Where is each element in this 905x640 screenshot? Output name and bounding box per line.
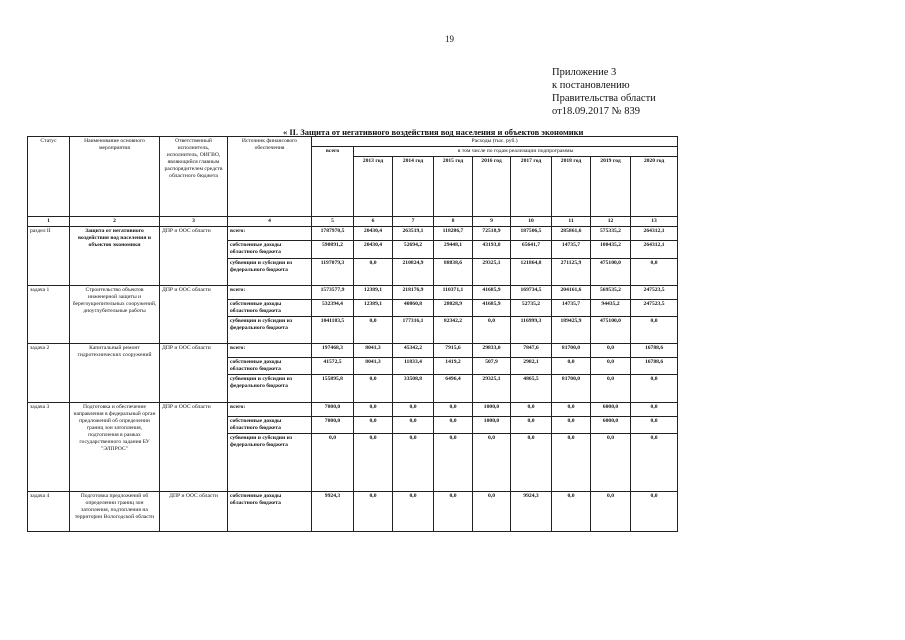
appendix-line: Приложение 3 xyxy=(552,67,617,78)
status-cell: задача 1 xyxy=(28,286,70,344)
column-number: 5 xyxy=(312,217,354,227)
executor-cell: ДПР и ООС области xyxy=(160,286,228,344)
year-value-cell: 118286,7 xyxy=(434,227,473,241)
column-number: 6 xyxy=(354,217,393,227)
year-value-cell: 0,0 xyxy=(631,492,678,532)
total-value-cell: 1573577,9 xyxy=(312,286,354,300)
header-year: 2019 год xyxy=(591,157,631,217)
section-title: « II. Защита от негативного воздействия вод населения и объектов экономики xyxy=(283,127,584,137)
total-value-cell: 1787970,5 xyxy=(312,227,354,241)
total-value-cell: 590891,2 xyxy=(312,241,354,259)
page-number: 19 xyxy=(445,34,454,44)
total-value-cell: 7000,0 xyxy=(312,417,354,434)
year-value-cell: 475100,0 xyxy=(591,317,631,344)
year-value-cell: 0,0 xyxy=(354,403,393,417)
table-row xyxy=(28,403,678,417)
year-value-cell: 12389,1 xyxy=(354,300,393,317)
source-cell: субвенции и субсидии из федерального бюджета xyxy=(228,434,312,492)
year-value-cell: 0,0 xyxy=(354,434,393,492)
column-number: 4 xyxy=(228,217,312,227)
total-value-cell: 1197079,3 xyxy=(312,259,354,286)
header-year: 2020 год xyxy=(631,157,678,217)
year-value-cell: 81700,0 xyxy=(552,375,591,403)
year-value-cell: 6000,0 xyxy=(591,403,631,417)
appendix-line: к постановлению xyxy=(552,80,630,91)
status-cell: задача 3 xyxy=(28,403,70,492)
year-value-cell: 1000,0 xyxy=(473,403,511,417)
year-value-cell: 20430,4 xyxy=(354,227,393,241)
year-value-cell: 29325,1 xyxy=(473,375,511,403)
year-value-cell: 0,0 xyxy=(473,492,511,532)
year-value-cell: 0,0 xyxy=(511,417,552,434)
year-value-cell: 72518,9 xyxy=(473,227,511,241)
year-value-cell: 29325,1 xyxy=(473,259,511,286)
year-value-cell: 16788,6 xyxy=(631,344,678,358)
year-value-cell: 0,0 xyxy=(393,434,434,492)
year-value-cell: 0,0 xyxy=(434,492,473,532)
header-by-year: в том числе по годам реализации подпрограммы xyxy=(354,147,678,157)
year-value-cell: 0,0 xyxy=(434,434,473,492)
year-value-cell: 0,0 xyxy=(631,403,678,417)
source-cell: всего: xyxy=(228,227,312,241)
year-value-cell: 45342,2 xyxy=(393,344,434,358)
year-value-cell: 507,9 xyxy=(473,358,511,375)
total-value-cell: 0,0 xyxy=(312,434,354,492)
year-value-cell: 52694,2 xyxy=(393,241,434,259)
year-value-cell: 271125,9 xyxy=(552,259,591,286)
year-value-cell: 0,0 xyxy=(473,317,511,344)
source-cell: собственные доходы областного бюджета xyxy=(228,492,312,532)
table-row xyxy=(28,344,678,358)
year-value-cell: 0,0 xyxy=(434,417,473,434)
year-value-cell: 263519,1 xyxy=(393,227,434,241)
measure-name-cell: Подготовка предложений об определении границ зон затопления, подтопления на территории Вологодской области xyxy=(70,492,160,532)
expenses-table xyxy=(27,136,678,532)
measure-name-cell: Строительство объектов инженерной защиты и берегоукрепительных сооружений, дноуглубительные работы xyxy=(70,286,160,344)
source-cell: всего: xyxy=(228,344,312,358)
header-year: 2016 год xyxy=(473,157,511,217)
year-value-cell: 0,0 xyxy=(631,259,678,286)
table-row xyxy=(28,286,678,300)
year-value-cell: 2982,1 xyxy=(511,358,552,375)
status-cell: задача 4 xyxy=(28,492,70,532)
header-total: всего xyxy=(312,147,354,217)
column-number: 8 xyxy=(434,217,473,227)
header-executor: Ответственный исполнитель, исполнитель, ОИГВО, являющийся главным распорядителем средств областного бюджета xyxy=(160,137,228,217)
executor-cell: ДПР и ООС области xyxy=(160,403,228,492)
measure-name-cell: Подготовка и обеспечение направления в федеральный орган предложений об определении границ зон затопления, подтопления в рамках государственного задания БУ "ЭЛПРОС" xyxy=(70,403,160,492)
year-value-cell: 28028,9 xyxy=(434,300,473,317)
year-value-cell: 1419,2 xyxy=(434,358,473,375)
year-value-cell: 0,0 xyxy=(473,434,511,492)
year-value-cell: 14735,7 xyxy=(552,300,591,317)
year-value-cell: 6496,4 xyxy=(434,375,473,403)
header-year: 2017 год xyxy=(511,157,552,217)
header-status: Статус xyxy=(28,137,70,217)
year-value-cell: 0,0 xyxy=(511,403,552,417)
column-number: 7 xyxy=(393,217,434,227)
year-value-cell: 29448,1 xyxy=(434,241,473,259)
year-value-cell: 475100,0 xyxy=(591,259,631,286)
executor-cell: ДПР и ООС области xyxy=(160,492,228,532)
year-value-cell: 9924,3 xyxy=(511,492,552,532)
year-value-cell: 41685,9 xyxy=(473,300,511,317)
year-value-cell: 7847,6 xyxy=(511,344,552,358)
year-value-cell: 0,0 xyxy=(354,492,393,532)
total-value-cell: 197468,3 xyxy=(312,344,354,358)
year-value-cell: 285861,6 xyxy=(552,227,591,241)
year-value-cell: 29833,0 xyxy=(473,344,511,358)
year-value-cell: 88838,6 xyxy=(434,259,473,286)
year-value-cell: 0,0 xyxy=(354,259,393,286)
header-year: 2013 год xyxy=(354,157,393,217)
total-value-cell: 1041183,5 xyxy=(312,317,354,344)
year-value-cell: 187506,5 xyxy=(511,227,552,241)
column-number: 3 xyxy=(160,217,228,227)
year-value-cell: 204161,6 xyxy=(552,286,591,300)
year-value-cell: 14735,7 xyxy=(552,241,591,259)
appendix-line: от18.09.2017 № 839 xyxy=(552,106,640,117)
year-value-cell: 16788,6 xyxy=(631,358,678,375)
year-value-cell: 0,0 xyxy=(591,358,631,375)
column-number: 12 xyxy=(591,217,631,227)
year-value-cell: 0,0 xyxy=(591,344,631,358)
year-value-cell: 33508,8 xyxy=(393,375,434,403)
column-number: 10 xyxy=(511,217,552,227)
year-value-cell: 8041,3 xyxy=(354,358,393,375)
year-value-cell: 0,0 xyxy=(631,317,678,344)
year-value-cell: 0,0 xyxy=(631,434,678,492)
table-row xyxy=(28,492,678,532)
source-cell: субвенции и субсидии из федерального бюджета xyxy=(228,375,312,403)
column-number: 13 xyxy=(631,217,678,227)
year-value-cell: 0,0 xyxy=(591,492,631,532)
header-year: 2015 год xyxy=(434,157,473,217)
year-value-cell: 6000,0 xyxy=(591,417,631,434)
year-value-cell: 0,0 xyxy=(354,317,393,344)
year-value-cell: 177316,1 xyxy=(393,317,434,344)
measure-name-cell: Капитальный ремонт гидротехнических сооружений xyxy=(70,344,160,403)
header-year: 2018 год xyxy=(552,157,591,217)
year-value-cell: 81700,0 xyxy=(552,344,591,358)
header-expenses: Расходы (тыс. руб.) xyxy=(312,137,678,147)
column-number: 1 xyxy=(28,217,70,227)
year-value-cell: 0,0 xyxy=(393,417,434,434)
header-row xyxy=(28,137,678,147)
executor-cell: ДПР и ООС области xyxy=(160,344,228,403)
year-value-cell: 0,0 xyxy=(631,417,678,434)
column-number: 9 xyxy=(473,217,511,227)
year-value-cell: 0,0 xyxy=(552,417,591,434)
year-value-cell: 110371,1 xyxy=(434,286,473,300)
source-cell: собственные доходы областного бюджета xyxy=(228,358,312,375)
year-value-cell: 0,0 xyxy=(552,358,591,375)
year-value-cell: 0,0 xyxy=(511,434,552,492)
status-cell: раздел II xyxy=(28,227,70,286)
year-value-cell: 65641,7 xyxy=(511,241,552,259)
total-value-cell: 41572,5 xyxy=(312,358,354,375)
source-cell: собственные доходы областного бюджета xyxy=(228,241,312,259)
year-value-cell: 0,0 xyxy=(591,375,631,403)
year-value-cell: 247523,5 xyxy=(631,300,678,317)
header-source: Источник финансового обеспечения xyxy=(228,137,312,217)
year-value-cell: 116999,3 xyxy=(511,317,552,344)
year-value-cell: 264312,1 xyxy=(631,227,678,241)
total-value-cell: 532394,4 xyxy=(312,300,354,317)
total-value-cell: 155895,8 xyxy=(312,375,354,403)
year-value-cell: 210824,9 xyxy=(393,259,434,286)
year-value-cell: 169734,5 xyxy=(511,286,552,300)
year-value-cell: 8041,3 xyxy=(354,344,393,358)
year-value-cell: 0,0 xyxy=(393,403,434,417)
total-value-cell: 9924,3 xyxy=(312,492,354,532)
source-cell: всего: xyxy=(228,286,312,300)
year-value-cell: 189425,9 xyxy=(552,317,591,344)
year-value-cell: 0,0 xyxy=(552,434,591,492)
year-value-cell: 0,0 xyxy=(354,375,393,403)
source-cell: собственные доходы областного бюджета xyxy=(228,417,312,434)
source-cell: субвенции и субсидии из федерального бюджета xyxy=(228,259,312,286)
year-value-cell: 41685,9 xyxy=(473,286,511,300)
total-value-cell: 7000,0 xyxy=(312,403,354,417)
year-value-cell: 1000,0 xyxy=(473,417,511,434)
year-value-cell: 7915,6 xyxy=(434,344,473,358)
year-value-cell: 0,0 xyxy=(631,375,678,403)
column-number: 2 xyxy=(70,217,160,227)
year-value-cell: 264312,1 xyxy=(631,241,678,259)
year-value-cell: 82342,2 xyxy=(434,317,473,344)
year-value-cell: 0,0 xyxy=(393,492,434,532)
column-number: 11 xyxy=(552,217,591,227)
column-number-row xyxy=(28,217,678,227)
year-value-cell: 0,0 xyxy=(552,403,591,417)
year-value-cell: 575335,2 xyxy=(591,227,631,241)
year-value-cell: 94435,2 xyxy=(591,300,631,317)
year-value-cell: 40860,8 xyxy=(393,300,434,317)
header-measure: Наименование основного мероприятия xyxy=(70,137,160,217)
table-row xyxy=(28,227,678,241)
source-cell: всего: xyxy=(228,403,312,417)
header-year: 2014 год xyxy=(393,157,434,217)
year-value-cell: 4865,5 xyxy=(511,375,552,403)
year-value-cell: 569535,2 xyxy=(591,286,631,300)
year-value-cell: 20430,4 xyxy=(354,241,393,259)
year-value-cell: 218176,9 xyxy=(393,286,434,300)
year-value-cell: 121864,8 xyxy=(511,259,552,286)
executor-cell: ДПР и ООС области xyxy=(160,227,228,286)
appendix-block xyxy=(552,66,656,118)
year-value-cell: 12389,1 xyxy=(354,286,393,300)
year-value-cell: 0,0 xyxy=(552,492,591,532)
appendix-line: Правительства области xyxy=(552,93,656,104)
year-value-cell: 11833,4 xyxy=(393,358,434,375)
status-cell: задача 2 xyxy=(28,344,70,403)
year-value-cell: 0,0 xyxy=(354,417,393,434)
year-value-cell: 43193,8 xyxy=(473,241,511,259)
year-value-cell: 0,0 xyxy=(434,403,473,417)
measure-name-cell: Защита от негативного воздействия вод населения и объектов экономики xyxy=(70,227,160,286)
source-cell: субвенции и субсидии из федерального бюджета xyxy=(228,317,312,344)
year-value-cell: 100435,2 xyxy=(591,241,631,259)
year-value-cell: 247523,5 xyxy=(631,286,678,300)
year-value-cell: 0,0 xyxy=(591,434,631,492)
source-cell: собственные доходы областного бюджета xyxy=(228,300,312,317)
year-value-cell: 52735,2 xyxy=(511,300,552,317)
